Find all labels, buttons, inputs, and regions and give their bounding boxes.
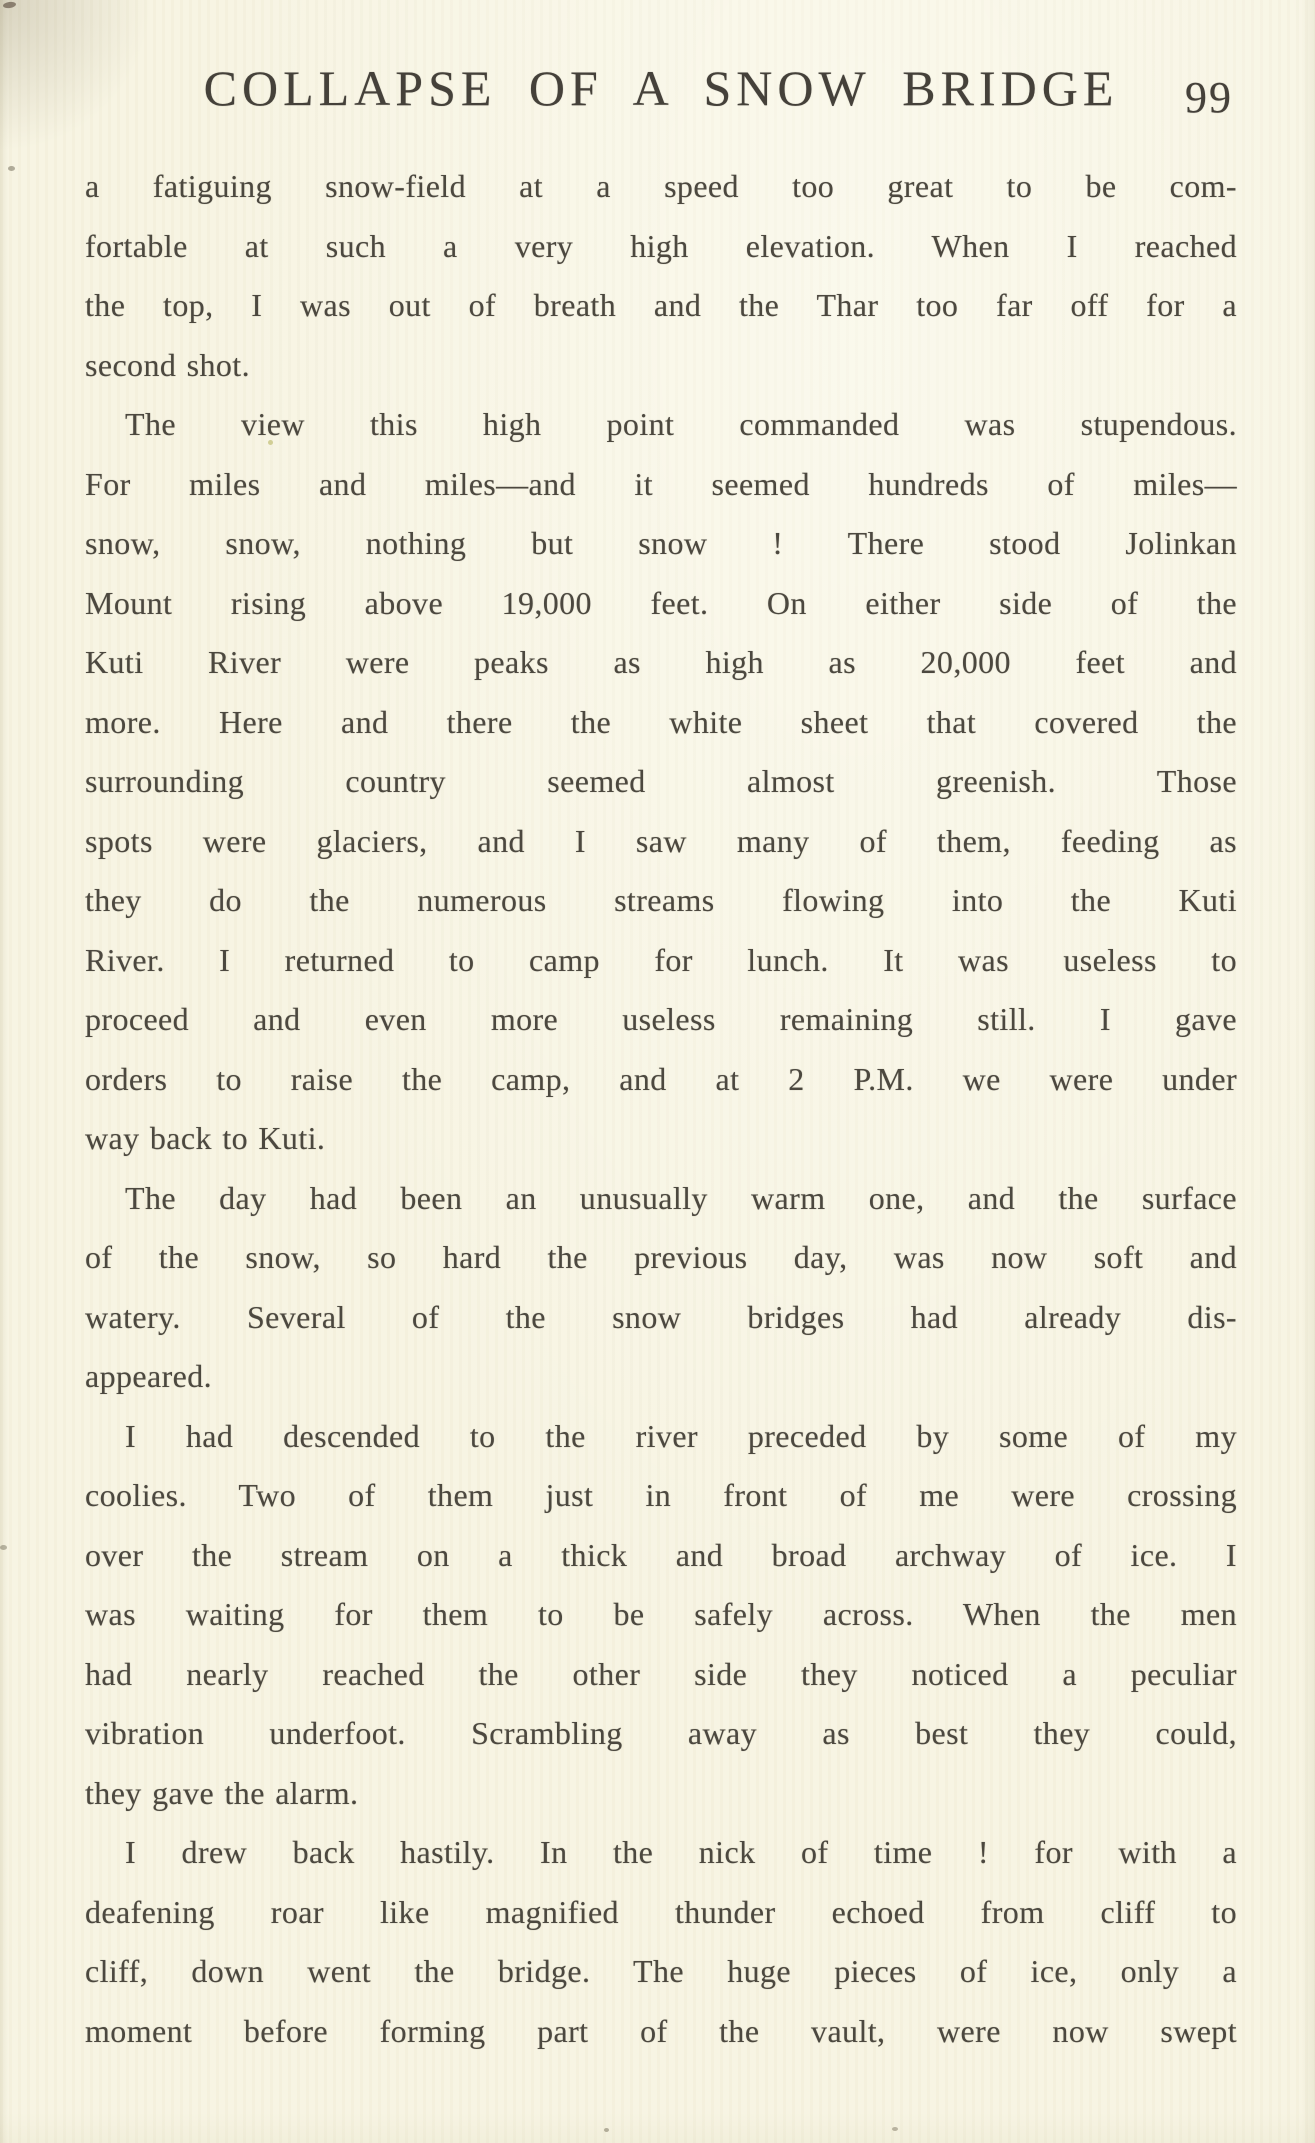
page-text — [85, 157, 1237, 2061]
scan-speck — [8, 166, 15, 171]
text-line: The day had been an unusually warm one, and the surface — [125, 1179, 1237, 1216]
text-line: proceed and even more useless remaining still. I gave — [85, 1001, 1237, 1037]
text-line: the top, I was out of breath and the Thar too far off for a — [85, 287, 1237, 323]
text-line: more. Here and there the white sheet that covered the — [85, 703, 1237, 740]
text-line: they gave the alarm. — [85, 1774, 359, 1811]
scan-speck — [0, 1545, 7, 1550]
page-number: 99 — [1185, 73, 1233, 122]
running-header — [85, 60, 1237, 122]
page-title: COLLAPSE OF A SNOW BRIDGE — [203, 60, 1119, 116]
scan-speck — [3, 1, 17, 9]
text-line: Mount rising above 19,000 feet. On either side of the — [85, 584, 1237, 621]
text-line: spots were glaciers, and I saw many of them, feeding as — [85, 822, 1237, 859]
text-line: cliff, down went the bridge. The huge pieces of ice, only a — [85, 1953, 1237, 1989]
text-line: appeared. — [85, 1358, 213, 1394]
text-line: I had descended to the river preceded by some of my — [125, 1417, 1237, 1454]
text-line: The view this high point commanded was stupendous. — [125, 406, 1237, 442]
text-line: over the stream on a thick and broad archway of ice. I — [85, 1536, 1237, 1573]
text-line: moment before forming part of the vault, were now swept — [85, 2012, 1237, 2049]
text-line: a fatiguing snow-field at a speed too great to be com- — [85, 168, 1237, 204]
text-line: fortable at such a very high elevation. When I reached — [85, 227, 1237, 264]
text-line: snow, snow, nothing but snow ! There stood Jolinkan — [85, 525, 1237, 561]
text-line: way back to Kuti. — [85, 1120, 326, 1156]
text-line: second shot. — [85, 346, 251, 383]
text-block — [85, 0, 1237, 2143]
text-line: I drew back hastily. In the nick of time ! for with a — [125, 1834, 1237, 1870]
text-line: For miles and miles—and it seemed hundreds of miles— — [85, 465, 1237, 502]
text-line: Kuti River were peaks as high as 20,000 feet and — [85, 644, 1237, 680]
text-line: deafening roar like magnified thunder echoed from cliff to — [85, 1893, 1237, 1930]
text-line: vibration underfoot. Scrambling away as best they could, — [85, 1715, 1237, 1751]
text-line: orders to raise the camp, and at 2 P.M. we were under — [85, 1060, 1237, 1097]
text-line: surrounding country seemed almost greenish. Those — [85, 763, 1237, 799]
text-line: had nearly reached the other side they noticed a peculiar — [85, 1655, 1237, 1692]
text-line: was waiting for them to be safely across. When the men — [85, 1596, 1237, 1632]
text-line: River. I returned to camp for lunch. It was useless to — [85, 941, 1237, 978]
text-line: of the snow, so hard the previous day, was now soft and — [85, 1239, 1237, 1275]
text-line: they do the numerous streams flowing into the Kuti — [85, 882, 1237, 918]
text-line: coolies. Two of them just in front of me were crossing — [85, 1477, 1237, 1513]
text-line: watery. Several of the snow bridges had already dis- — [85, 1298, 1237, 1335]
